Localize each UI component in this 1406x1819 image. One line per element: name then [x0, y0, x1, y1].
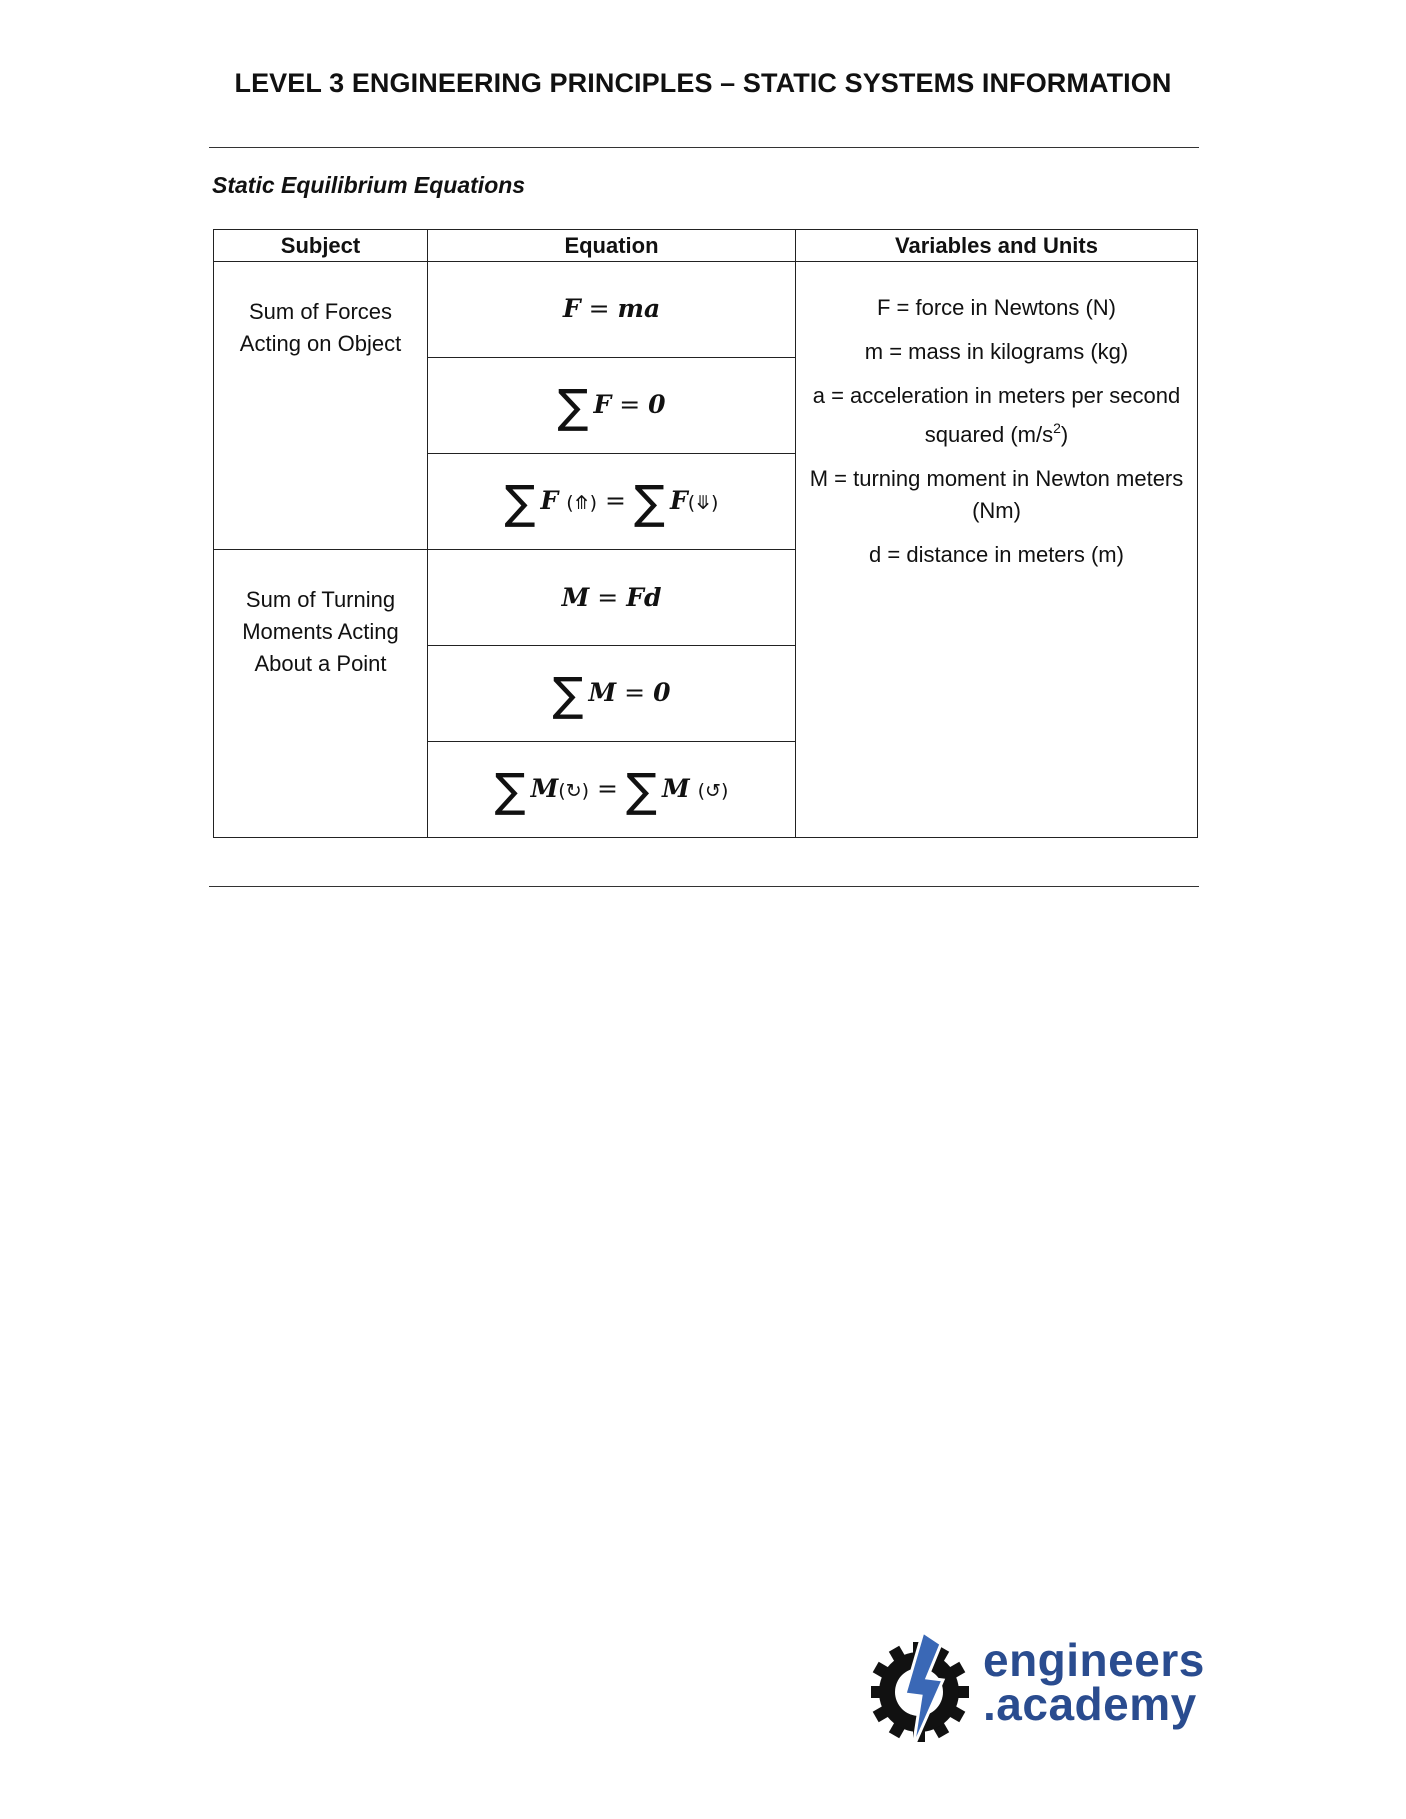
eq-lhs: M [561, 583, 590, 612]
subject-forces [214, 262, 428, 550]
variable-definition-text: a = acceleration in meters per second squared (m/s [812, 383, 1181, 447]
equations-table [213, 229, 1198, 838]
variable-definition: M = turning moment in Newton meters (Nm) [809, 466, 1184, 523]
subject-moments [214, 550, 428, 838]
eq-rhs: Fd [626, 583, 662, 612]
variable-definition: m = mass in kilograms (kg) [864, 339, 1129, 364]
eq-operator: = [597, 583, 619, 612]
subject-text: Sum of Turning [245, 587, 396, 612]
equation-sum-forces-zero [428, 358, 796, 454]
eq-operator: = [619, 389, 641, 419]
equation-up-equals-down [428, 454, 796, 550]
subject-text: Moments Acting [242, 619, 399, 644]
logo-line-2: .academy [983, 1678, 1197, 1730]
eq-var: M [662, 773, 690, 803]
eq-operator: = [624, 677, 646, 707]
upward-arrow-icon: (⤊) [566, 491, 597, 514]
sigma-symbol: ∑ [633, 474, 665, 529]
subject-text: About a Point [254, 651, 387, 676]
sigma-symbol: ∑ [552, 666, 584, 721]
top-divider [209, 147, 1199, 148]
page-title: LEVEL 3 ENGINEERING PRINCIPLES – STATIC SYSTEMS INFORMATION [234, 68, 1172, 98]
variable-definition: F = force in Newtons (N) [876, 295, 1116, 320]
eq-value: 0 [648, 389, 666, 419]
sigma-symbol: ∑ [626, 762, 657, 817]
table-header-row [214, 230, 1198, 262]
header-subject: Subject [214, 230, 428, 262]
logo-line-1: engineers [983, 1634, 1205, 1686]
eq-rhs: ma [617, 294, 661, 323]
gear-lightning-icon [871, 1630, 975, 1750]
engineers-academy-logo [871, 1630, 1205, 1750]
closing-paren: ) [1060, 422, 1069, 447]
header-equation: Equation [428, 230, 796, 262]
eq-var: F [540, 485, 559, 515]
bottom-divider [209, 886, 1199, 887]
sigma-symbol: ∑ [557, 378, 589, 433]
eq-var: M [530, 773, 559, 803]
eq-value: 0 [653, 677, 671, 707]
sigma-symbol: ∑ [494, 762, 526, 817]
sigma-symbol: ∑ [504, 474, 536, 529]
downward-arrow-icon: (⤋) [687, 491, 719, 514]
anticlockwise-arrow-icon: (↺) [697, 779, 729, 802]
equation-sum-moments-zero [428, 646, 796, 742]
eq-lhs: F [562, 294, 581, 323]
logo-wordmark [983, 1634, 1205, 1730]
subject-text: Acting on Object [239, 331, 402, 356]
section-heading: Static Equilibrium Equations [212, 172, 526, 198]
equation-clockwise-equals-anticlockwise [428, 742, 796, 838]
exponent: 2 [1053, 420, 1061, 436]
eq-var: M [588, 677, 617, 707]
eq-var: F [669, 485, 688, 515]
equation-moment [428, 550, 796, 646]
variable-definition: d = distance in meters (m) [869, 542, 1124, 567]
eq-var: F [593, 389, 612, 419]
eq-operator: = [588, 294, 610, 323]
header-variables: Variables and Units [796, 230, 1198, 262]
eq-operator: = [597, 773, 618, 803]
equation-newton-second-law [428, 262, 796, 358]
eq-operator: = [605, 485, 626, 515]
clockwise-arrow-icon: (↻) [558, 779, 590, 802]
subject-text: Sum of Forces [248, 299, 393, 324]
table-row [214, 262, 1198, 358]
variables-cell [796, 262, 1198, 838]
variable-definition-acceleration [796, 380, 1197, 451]
